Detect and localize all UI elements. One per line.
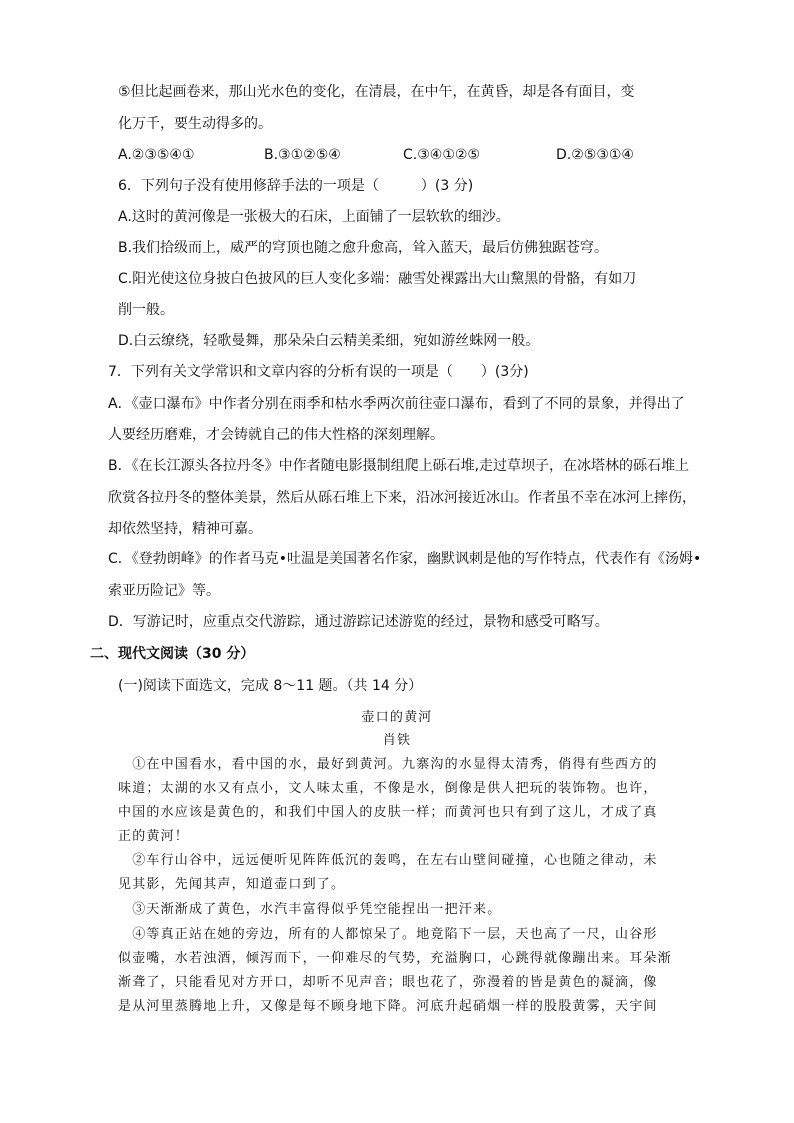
q6-option-b: B.我们拾级而上，威严的穹顶也随之愈升愈高，耸入蓝天，最后仿佛独踞苍穹。 [118, 240, 609, 256]
article-line: ②车行山谷中，远远便听见阵阵低沉的轰鸣，在左右山壁间碰撞，心也随之律动，未 [118, 853, 658, 868]
q5-option-a: A.②③⑤④① [118, 147, 195, 163]
q7-option-b-line3: 却依然坚持，精神可嘉。 [108, 521, 262, 537]
article-line: 似壶嘴，水若浊酒，倾泻而下，一仰难尽的气势，充溢胸口，心跳得就像蹦出来。耳朵渐 [118, 951, 672, 966]
article-title: 壶口的黄河 [361, 710, 433, 725]
q5-item5-line2: 化万千，要生动得多的。 [118, 116, 272, 132]
article-line: ③天渐渐成了黄色，水汽丰富得似乎凭空能捏出一把汗来。 [118, 902, 502, 917]
q5-option-d: D.②⑤③①④ [556, 147, 634, 163]
q7-option-d: D．写游记时，应重点交代游踪，通过游踪记述游览的经过，景物和感受可略写。 [108, 614, 609, 630]
q7-option-a-line1: A．《壶口瀑布》中作者分别在雨季和枯水季两次前往壶口瀑布，看到了不同的景象，并得出了 [108, 396, 685, 412]
q6-option-a: A.这时的黄河像是一张极大的石床，上面铺了一层软软的细沙。 [118, 209, 510, 225]
q6-option-c-line2: 削一般。 [118, 302, 174, 318]
q6-option-c-line1: C.阳光使这位身披白色披风的巨人变化多端：融雪处裸露出大山黧黑的骨骼，有如刀 [118, 271, 637, 287]
article-line: 见其影，先闻其声，知道壶口到了。 [118, 877, 346, 892]
article-line: 是从河里蒸腾地上升，又像是每不顾身地下降。河底升起硝烟一样的股股黄雾，天宇间 [118, 999, 658, 1014]
q6-option-d: D.白云缭绕，轻歌曼舞，那朵朵白云精美柔细，宛如游丝蛛网一般。 [118, 333, 540, 349]
q5-item5-line1: ⑤但比起画卷来，那山光水色的变化，在清晨，在中午，在黄昏，却是各有面目，变 [118, 84, 635, 100]
q7-option-a-line2: 人要经历磨难，才会铸就自己的伟大性格的深刻理解。 [108, 427, 444, 443]
article-author: 肖铁 [382, 733, 412, 748]
q7-option-b-line2: 欣赏各拉丹冬的整体美景，然后从砾石堆上下来，沿冰河接近冰山。作者虽不幸在冰河上摔伤， [108, 490, 696, 506]
article-line: ①在中国看水，看中国的水，最好到黄河。九寨沟的水显得太清秀，俏得有些西方的 [118, 757, 658, 772]
section-heading: 二、现代文阅读（30 分） [90, 646, 255, 662]
q5-option-c: C.③④①②⑤ [403, 147, 480, 163]
article-line: ④等真正站在她的旁边，所有的人都惊呆了。地竟陷下一层，天也高了一尺，山谷形 [118, 927, 658, 942]
article-line: 渐聋了，只能看见对方开口，却听不见声音；眼也花了，弥漫着的皆是黄色的凝滴，像 [118, 975, 658, 990]
q6-stem: 6．下列句子没有使用修辞手法的一项是（ ）(3 分) [118, 178, 474, 194]
q7-stem: 7．下列有关文学常识和文章内容的分析有误的一项是（ ）(3分) [108, 364, 529, 380]
q7-option-c-line1: C．《登勃朗峰》的作者马克•吐温是美国著名作家，幽默讽刺是他的写作特点，代表作有《汤姆• [108, 551, 702, 567]
article-line: 味道；太湖的水又有点小，文人味太重，不像是水，倒像是供人把玩的装饰物。也许， [118, 781, 658, 796]
section-intro: (一)阅读下面选文，完成 8～11 题。（共 14 分） [118, 678, 423, 694]
article-line: 正的黄河！ [118, 829, 190, 844]
q5-option-b: B.③①②⑤④ [264, 147, 341, 163]
q7-option-c-line2: 索亚历险记》等。 [108, 583, 220, 599]
q7-option-b-line1: B．《在长江源头各拉丹冬》中作者随电影摄制组爬上砾石堆,走过草坝子，在冰塔林的砾石堆上 [108, 458, 690, 474]
article-line: 中国的水应该是黄色的，和我们中国人的皮肤一样；而黄河也只有到了这儿，才成了真 [118, 805, 658, 820]
